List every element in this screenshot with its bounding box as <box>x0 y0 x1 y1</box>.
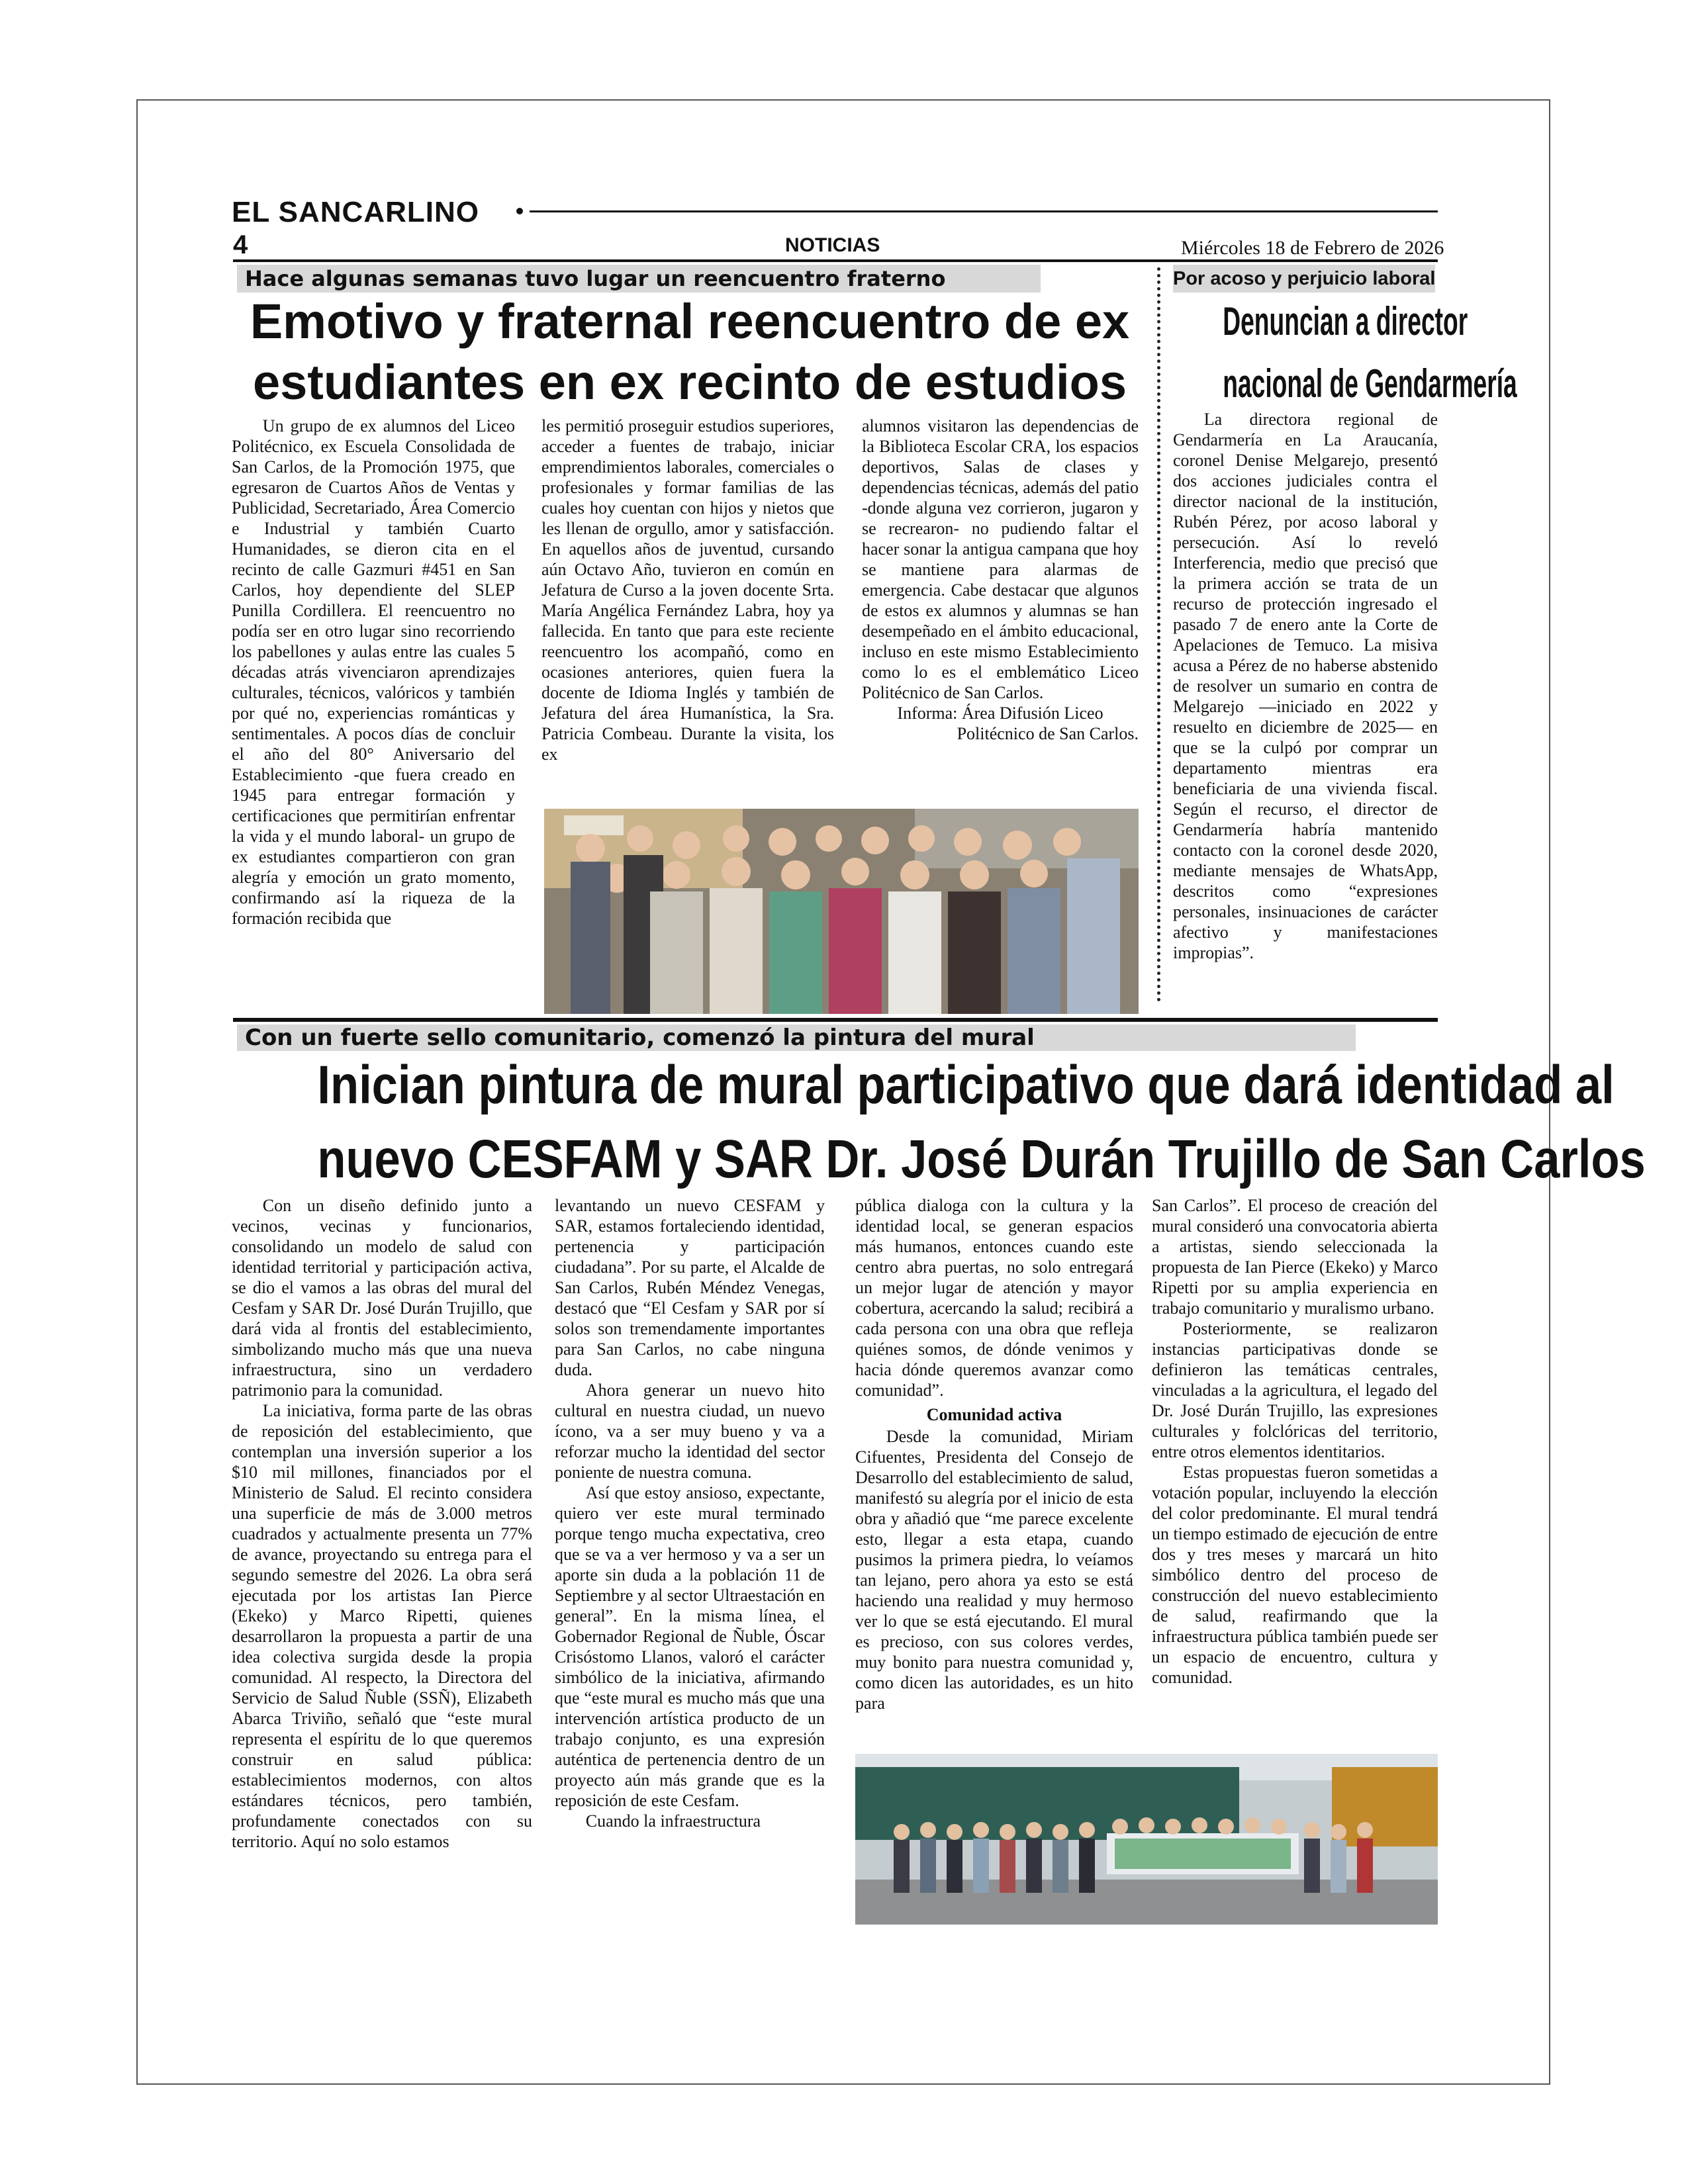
article3-subhead: Comunidad activa <box>926 1405 1062 1424</box>
reunion-group-photo-illustration <box>544 809 1139 1014</box>
article3-column-3 <box>855 1195 1133 1749</box>
masthead-dot <box>516 208 523 214</box>
masthead-rule <box>530 210 1438 212</box>
masthead: EL SANCARLINO <box>232 196 479 228</box>
article1-kicker: Hace algunas semanas tuvo lugar un reencuentro fraterno <box>237 265 1041 293</box>
article3-col4-p2: Posteriormente, se realizaron instancias participativas donde se definieron las temáticas centrales, vinculadas a la agricultura, el legado del Dr. José Durán Trujillo, las expresiones culturales y folclóricas del territorio, entre otros elementos identitarios. <box>1152 1319 1438 1461</box>
article2-kicker: Por acoso y perjuicio laboral <box>1173 265 1435 293</box>
article1-col3-text: alumnos visitaron las dependencias de la Biblioteca Escolar CRA, los espacios deportivos, Salas de clases y dependencias técnicas, además del patio -donde alguna vez corrieron, jugaron y se recrearon- no pudiendo faltar el hacer sonar la antigua campana que hoy se mantiene para alarmas de emergencia. Cabe destacar que algunos de estos ex alumnos y alumnas se han desempeñado en el ámbito educacional, incluso en este mismo Establecimiento como lo es el emblemático Liceo Politécnico de San Carlos. <box>862 416 1139 702</box>
article3-col2-p2: Ahora generar un nuevo hito cultural en nuestra ciudad, un nuevo ícono, va a ser muy bueno y va a reforzar mucho la identidad del sector poniente de nuestra comuna. <box>555 1381 825 1482</box>
mural-community-photo-illustration <box>855 1754 1438 1925</box>
article1-column-3 <box>862 416 1139 806</box>
article1-col1-text: Un grupo de ex alumnos del Liceo Politécnico, ex Escuela Consolidada de San Carlos, de la Promoción 1975, que egresaron de Cuartos Años de Ventas y Publicidad, Secretariado, Área Comercio e Industrial y también Cuarto Humanidades, se dieron cita en el recinto de calle Gazmuri #451 en San Carlos, hoy dependiente del SLEP Punilla Cordillera. El reencuentro no podía ser en otro lugar sino recorriendo los pabellones y aulas entre las cuales 5 décadas atrás vivenciaron aprendizajes culturales, técnicos, valóricos y también por qué no, experiencias románticas y sentimentales. A pocos días de concluir el año del 80° Aniversario del Establecimiento -que fuera creado en 1945 para entregar formación y certificaciones que permitirían enfrentar la vida y el mundo laboral- un grupo de ex estudiantes compartieron con gran alegría y emoción un grato momento, confirmando así la riqueza de la formación recibida que <box>232 416 515 928</box>
article3-column-2 <box>555 1195 825 1911</box>
article3-col2-p4: Cuando la infraestructura <box>585 1811 761 1831</box>
article1-col2-text: les permitió proseguir estudios superiores, acceder a fuentes de trabajo, iniciar emprendimientos laborales, comerciales o profesionales y formar familias de las cuales hoy cuentan con hijos y nietos que les llenan de orgullo, amor y satisfacción. En aquellos años de juventud, cursando aún Octavo Año, tuvieron en común en Jefatura de Curso a la joven docente Srta. María Angélica Fernández Labra, hoy ya fallecida. En tanto que para este reciente reencuentro los acompañó, como en ocasiones anteriores, quien fuera la docente de Idioma Inglés y también de Jefatura del área Humanística, la Sra. Patricia Combeau. Durante la visita, los ex <box>541 416 834 764</box>
article3-col1-p2: La iniciativa, forma parte de las obras de reposición del establecimiento, que contemplan una inversión superior a los $10 mil millones, financiados por el Ministerio de Salud. El recinto considera una superficie de más de 3.000 metros cuadrados y actualmente presenta un 77% de avance, proyectando su entrega para el segundo semestre del 2026. La obra será ejecutada por los artistas Ian Pierce (Ekeko) y Marco Ripetti, quienes desarrollaron la propuesta a partir de una idea colectiva surgida desde la propia comunidad. Al respecto, la Directora del Servicio de Salud Ñuble (SSÑ), Elizabeth Abarca Triviño, señaló que “este mural representa el espíritu de lo que queremos construir en salud pública: establecimientos modernos, con altos estándares técnicos, pero también, profundamente conectados con su territorio. Aquí no solo estamos <box>232 1401 532 1851</box>
article2-body-text: La directora regional de Gendarmería en La Araucanía, coronel Denise Melgarejo, presentó dos acciones judiciales contra el director nacional de la institución, Rubén Pérez, por acoso laboral y persecución. Así lo reveló Interferencia, medio que precisó que la primera acción se trata de un recurso de protección ingresado el pasado 7 de enero ante la Corte de Apelaciones de Temuco. La misiva acusa a Pérez de no haberse abstenido de resolver un sumario en contra de Melgarejo —iniciado en 2022 y resuelto en diciembre de 2025— en que se la culpó por comprar un departamento mientras era beneficiaria de una vivienda fiscal. Según el recurso, el director de Gendarmería habría mantenido contacto con la coronel desde 2020, mediante mensajes de WhatsApp, descritos como “expresiones personales, insinuaciones de carácter afectivo y manifestaciones impropias”. <box>1173 410 1438 962</box>
section-label: NOTICIAS <box>785 234 880 256</box>
reunion-group-photo <box>544 809 1139 1014</box>
article3-headline-line1: Inician pintura de mural participativo que dará identidad al <box>317 1055 1615 1115</box>
article2-body-column <box>1173 409 1438 1005</box>
column-divider-dotted <box>1157 267 1160 1002</box>
article3-column-4 <box>1152 1195 1438 1749</box>
article1-headline-line1: Emotivo y fraternal reencuentro de ex <box>250 294 1130 349</box>
article1-credit-line1: Informa: Área Difusión Liceo <box>897 704 1103 723</box>
article2-headline-line1: Denuncian a director <box>1223 299 1468 343</box>
article1-credit-line2: Politécnico de San Carlos. <box>957 724 1139 743</box>
article1-headline-line2: estudiantes en ex recinto de estudios <box>252 355 1127 410</box>
mural-community-photo <box>855 1754 1438 1925</box>
article1-column-1 <box>232 416 515 1011</box>
header-rule <box>233 259 1438 262</box>
article3-kicker: Con un fuerte sello comunitario, comenzó la pintura del mural <box>237 1024 1356 1051</box>
issue-date: Miércoles 18 de Febrero de 2026 <box>1181 237 1444 259</box>
article3-col4-p1: San Carlos”. El proceso de creación del mural consideró una convocatoria abierta a artistas, siendo seleccionada la propuesta de Ian Pierce (Ekeko) y Marco Ripetti por su amplia experiencia en trabajo comunitario y muralismo urbano. <box>1152 1196 1438 1318</box>
article3-col2-p3: Así que estoy ansioso, expectante, quiero ver este mural terminado porque tengo mucha expectativa, creo que se va a ver hermoso y va a ser un aporte sin duda a la población 11 de Septiembre y al sector Ultraestación en general”. En la misma línea, el Gobernador Regional de Ñuble, Óscar Crisóstomo Llanos, valoró el carácter simbólico de la iniciativa, afirmando que “este mural es mucho más que una intervención artística producto de un trabajo conjunto, es una expresión auténtica de pertenencia dentro de un proyecto aún más grande que es la reposición de este Cesfam. <box>555 1483 825 1810</box>
article1-column-2 <box>541 416 834 806</box>
article3-col1-p1: Con un diseño definido junto a vecinos, vecinas y funcionarios, consolidando un modelo de salud con identidad territorial y participación activa, se dio el vamos a las obras del mural del Cesfam y SAR Dr. José Durán Trujillo, que dará vida al frontis del establecimiento, simbolizando mucho más que una nueva infraestructura, sino un verdadero patrimonio para la comunidad. <box>232 1196 532 1400</box>
article3-col3-p2: Desde la comunidad, Miriam Cifuentes, Presidenta del Consejo de Desarrollo del establecimiento de salud, manifestó su alegría por el inicio de esta obra y añadió que “me parece excelente esto, llegar a esta etapa, cuando pusimos la primera piedra, lo veíamos tan lejano, pero ahora ya esto se está haciendo una realidad y muy hermoso ver lo que se está ejecutando. El mural es precioso, con sus colores verdes, muy bonito para nuestra comunidad y, como dicen las autoridades, es un hito para <box>855 1427 1133 1713</box>
article3-column-1 <box>232 1195 532 1911</box>
article3-col4-p3: Estas propuestas fueron sometidas a votación popular, incluyendo la elección del color predominante. El mural tendrá un tiempo estimado de ejecución de entre dos y tres meses y marcará un hito simbólico dentro del proceso de construcción del nuevo establecimiento de salud, reafirmando que la infraestructura pública también puede ser un espacio de encuentro, cultura y comunidad. <box>1152 1463 1438 1687</box>
section-divider-rule <box>233 1018 1438 1022</box>
article2-headline-line2: nacional de Gendarmería <box>1223 361 1517 406</box>
article3-col3-p1: pública dialoga con la cultura y la identidad local, se generan espacios más humanos, entonces cuando este centro abra puertas, no solo entregará un mejor lugar de atención y mayor cobertura, acercando la salud; recibirá a cada persona con una obra que refleja quiénes somos, de dónde venimos y hacia dónde queremos avanzar como comunidad”. <box>855 1196 1133 1400</box>
page-number: 4 <box>233 230 248 259</box>
article3-headline-line2: nuevo CESFAM y SAR Dr. José Durán Trujillo de San Carlos <box>317 1129 1646 1189</box>
article3-col2-p1: levantando un nuevo CESFAM y SAR, estamos fortaleciendo identidad, pertenencia y participación ciudadana”. Por su parte, el Alcalde de San Carlos, Rubén Méndez Venegas, destacó que “El Cesfam y SAR por sí solos son tremendamente importantes para San Carlos, no cabe ninguna duda. <box>555 1196 825 1379</box>
